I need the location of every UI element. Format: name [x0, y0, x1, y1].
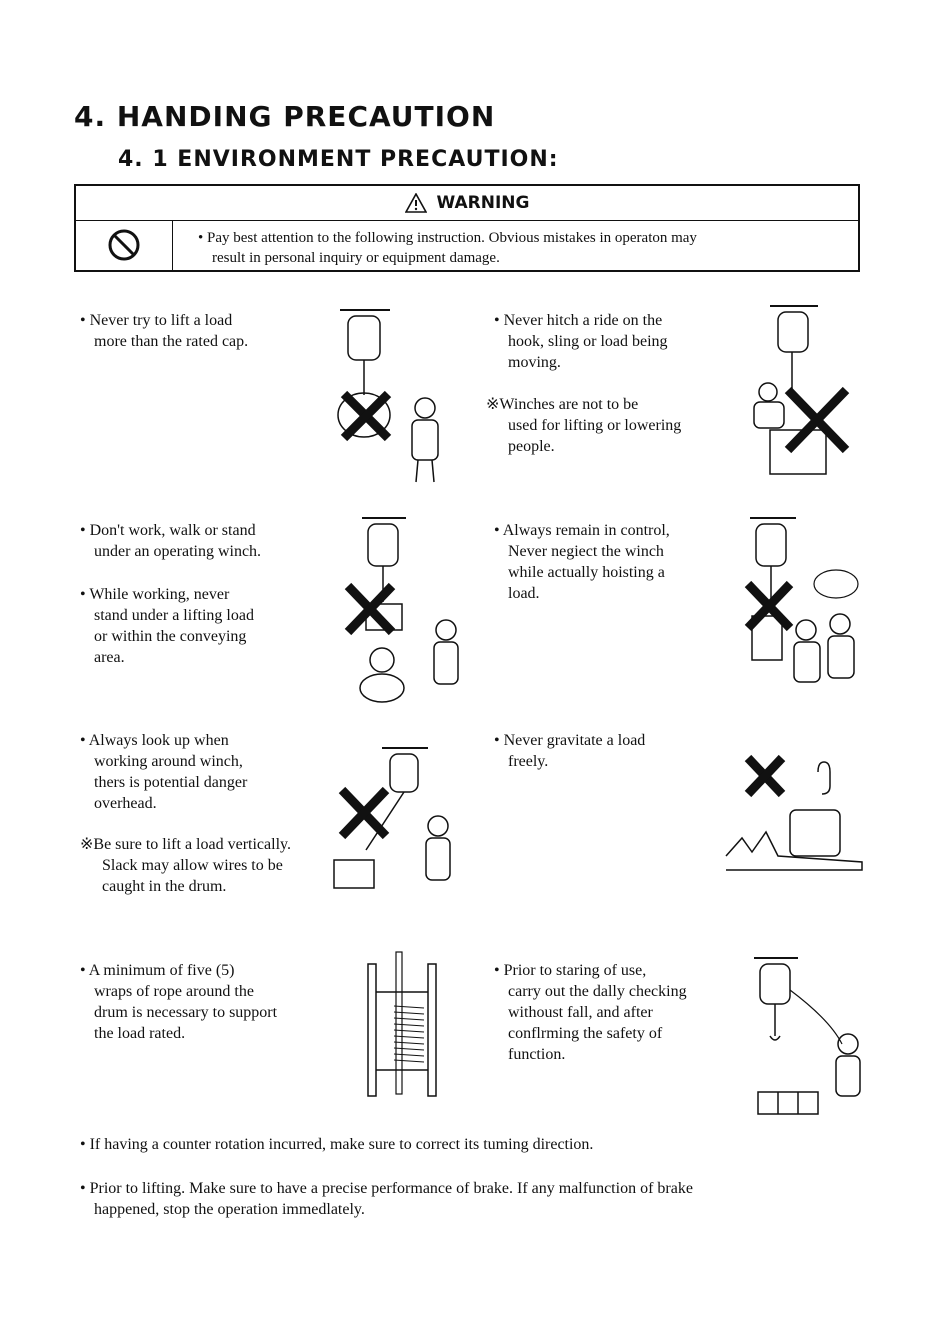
footer-counter-rotation: • If having a counter rotation incurred, make sure to correct its tuming direction.: [80, 1136, 594, 1153]
warning-title: WARNING: [436, 193, 530, 213]
warning-header: [76, 186, 858, 221]
neglect-winch-illustration: [740, 512, 865, 707]
note-no-people: ※Winches are not to be used for lifting or lowering people.: [486, 396, 682, 455]
overload-illustration: [330, 300, 450, 490]
note-lift-vertically: ※Be sure to lift a load vertically. Slack may allow wires to be caught in the drum.: [80, 836, 291, 895]
standing-under-illustration: [340, 512, 465, 712]
drum-wraps-illustration: [362, 946, 442, 1100]
item-no-free-fall: • Never gravitate a load freely.: [494, 732, 646, 770]
item-look-up: • Always look up when working around winch, thers is potential danger overhead.: [80, 732, 248, 812]
item-daily-check: • Prior to staring of use, carry out the dally checking withoust fall, and after conflrming the safety of function.: [494, 962, 687, 1063]
page-title: 4. HANDING PRECAUTION: [74, 100, 496, 133]
section-title: 4. 1 ENVIRONMENT PRECAUTION:: [118, 147, 559, 172]
riding-illustration: [740, 300, 852, 490]
warning-triangle-icon: [405, 193, 427, 213]
prohibition-cell: [76, 220, 173, 270]
vertical-lift-illustration: [318, 740, 460, 900]
prohibition-icon: [107, 228, 141, 262]
warning-text: • Pay best attention to the following instruction. Obvious mistakes in operaton may result in personal inquiry or equipment damage.: [198, 230, 697, 266]
item-remain-in-control: • Always remain in control, Never negiect the winch while actually hoisting a load.: [494, 522, 670, 602]
item-rated-capacity: • Never try to lift a load more than the rated cap.: [80, 312, 249, 350]
item-no-riding: • Never hitch a ride on the hook, sling or load being moving.: [494, 312, 668, 371]
warning-box: [74, 184, 860, 272]
daily-check-illustration: [748, 950, 868, 1118]
item-conveying-area: • While working, never stand under a lifting load or within the conveying area.: [80, 586, 254, 666]
free-fall-illustration: [722, 752, 868, 882]
item-minimum-wraps: • A minimum of five (5) wraps of rope around the drum is necessary to support the load rated.: [80, 962, 278, 1042]
footer-brake-check: • Prior to lifting. Make sure to have a precise performance of brake. If any malfunction of brake happened, stop the operation immedlately.: [80, 1180, 693, 1218]
item-no-standing-under: • Don't work, walk or stand under an operating winch.: [80, 522, 262, 560]
